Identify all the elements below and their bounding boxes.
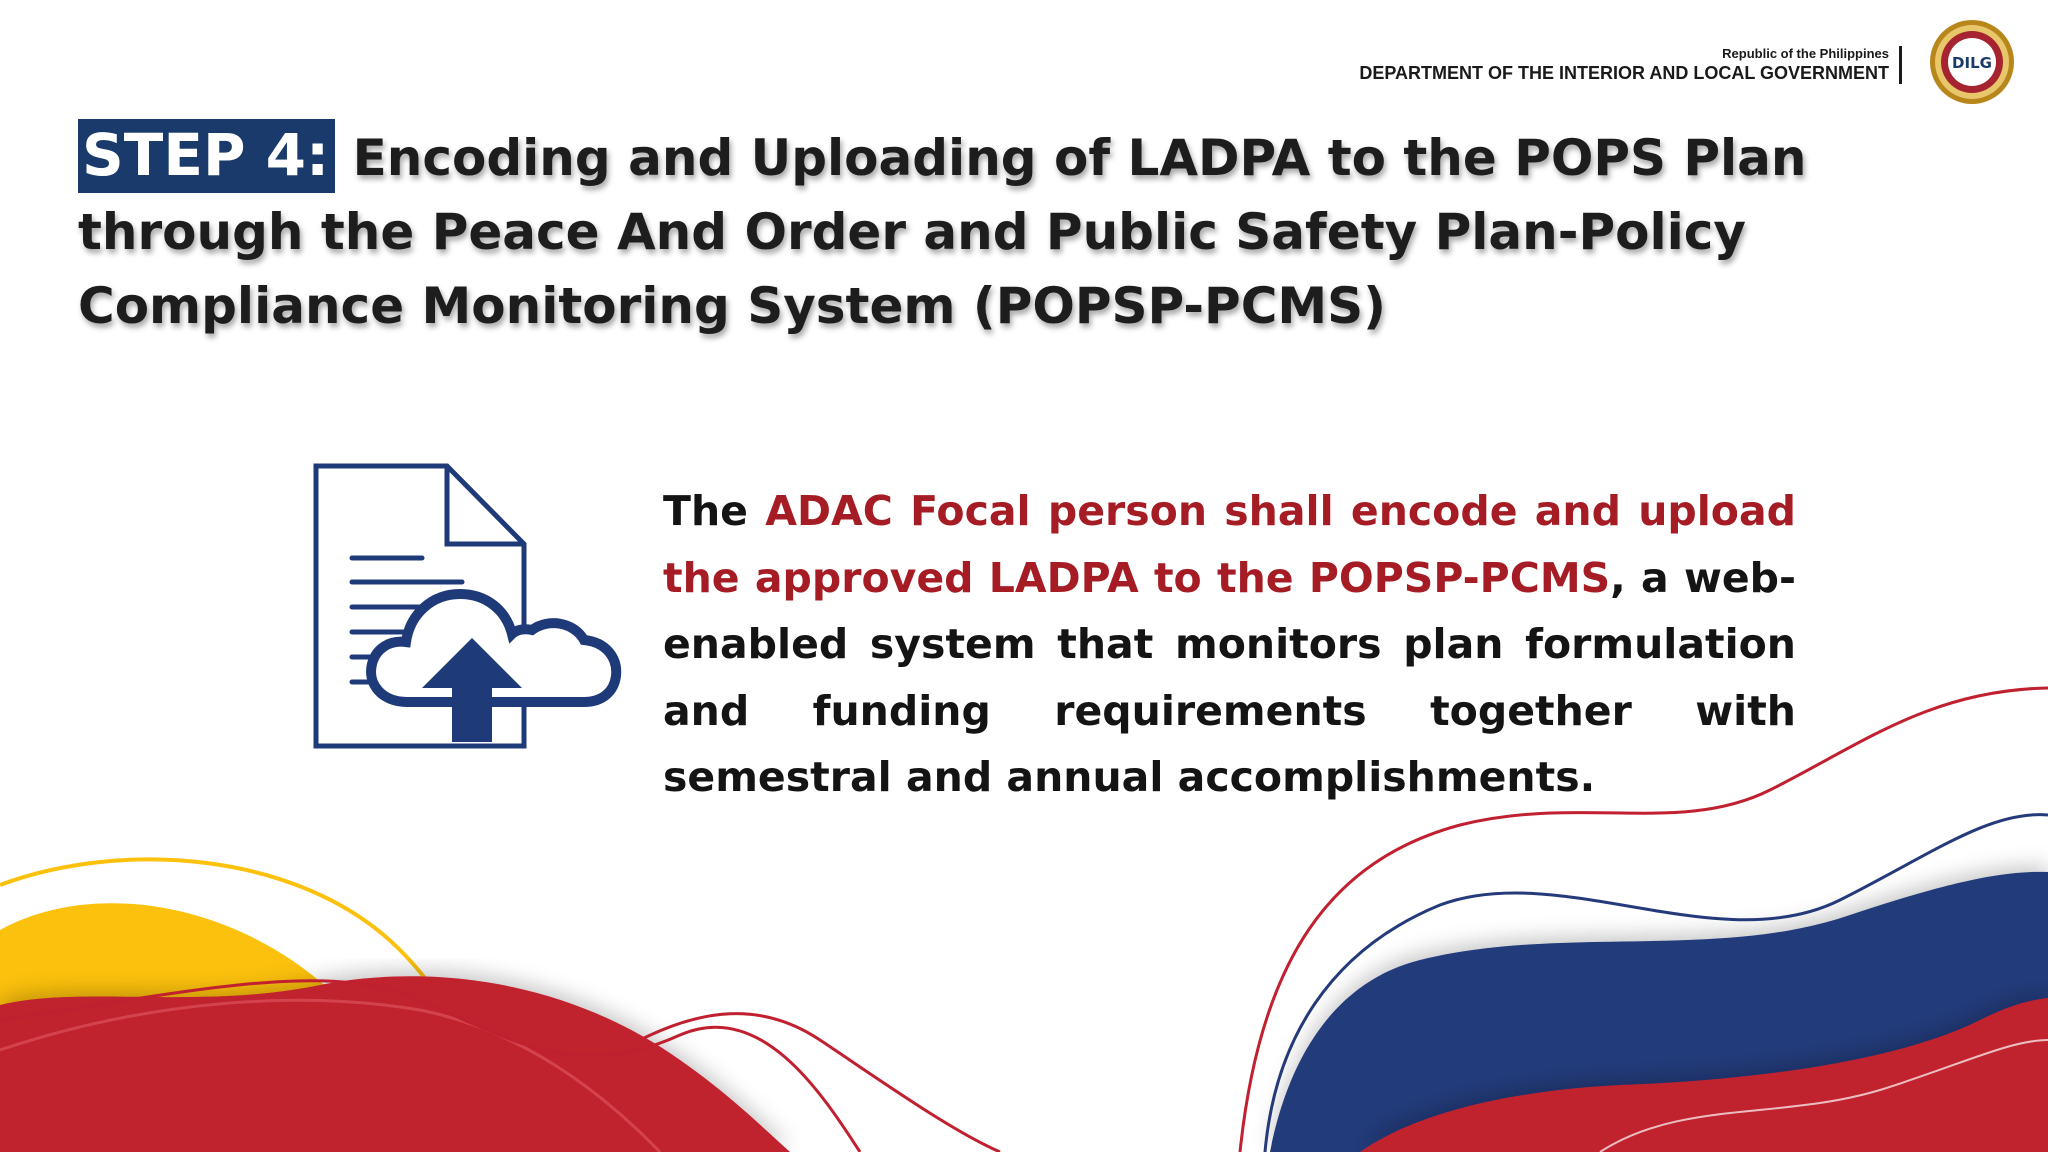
department-header (1359, 46, 1902, 84)
step-description (663, 478, 1796, 811)
dilg-seal-icon (1928, 18, 2016, 106)
step-label: STEP 4: (78, 119, 335, 193)
description-highlight: ADAC Focal person shall encode and upload the approved LADPA to the POPSP-PCMS (663, 487, 1796, 602)
republic-label: Republic of the Philippines (1722, 46, 1889, 61)
description-rest: , a web-enabled system that monitors plan formulation and funding requirements together with semestral and annual accomplishments. (663, 553, 1796, 801)
title-text: Encoding and Uploading of LADPA to the POPS Plan through the Peace And Order and Public Safety Plan-Policy Compliance Monitoring System (POPSP-PCMS) (78, 129, 1807, 335)
slide-title (78, 118, 1958, 343)
department-name: DEPARTMENT OF THE INTERIOR AND LOCAL GOVERNMENT (1359, 63, 1889, 83)
svg-text:DILG: DILG (1952, 54, 1992, 72)
description-lead: The (663, 487, 766, 535)
document-cloud-upload-icon (312, 462, 622, 752)
